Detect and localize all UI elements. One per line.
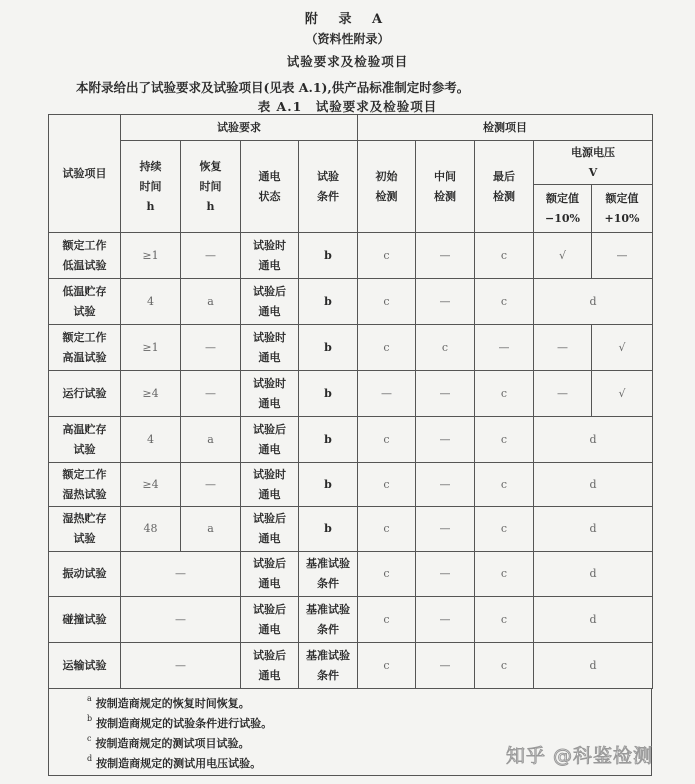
footnote-d: $^d$ 按制造商规定的测试用电压试验。 — [87, 754, 262, 770]
cell-intermediate-check: — — [416, 597, 475, 643]
cell-voltage-plus: √ — [592, 371, 653, 417]
cell-test-conditions: b — [299, 279, 358, 325]
header-voltage-minus: 额定值 −10% — [534, 185, 592, 233]
intro-paragraph: 本附录给出了试验要求及试验项目(见表 A.1),供产品标准制定时参考。 — [76, 80, 470, 95]
appendix-nature: （资料性附录） — [305, 32, 390, 46]
cell-initial-check: c — [358, 325, 416, 371]
cell-test-item: 运输试验 — [49, 643, 121, 689]
cell-test-conditions: 基准试验 条件 — [299, 552, 358, 597]
cell-recovery: a — [181, 507, 241, 552]
table-row — [49, 325, 653, 371]
cell-voltage-minus: √ — [534, 233, 592, 279]
cell-initial-check: c — [358, 417, 416, 463]
table-row — [49, 597, 653, 643]
cell-power-state: 试验时 通电 — [241, 371, 299, 417]
cell-final-check: c — [475, 371, 534, 417]
cell-initial-check: c — [358, 463, 416, 507]
table-row — [49, 552, 653, 597]
cell-recovery: — — [181, 463, 241, 507]
cell-power-state: 试验后 通电 — [241, 417, 299, 463]
cell-duration-recovery: — — [121, 552, 241, 597]
cell-duration-recovery: — — [121, 597, 241, 643]
table-row — [49, 643, 653, 689]
table-row — [49, 279, 653, 325]
cell-power-state: 试验时 通电 — [241, 233, 299, 279]
appendix-title: 试验要求及检验项目 — [286, 54, 409, 69]
cell-initial-check: c — [358, 507, 416, 552]
header-duration: 持续 时间 h — [121, 141, 181, 233]
cell-duration: ≥4 — [121, 463, 181, 507]
footnote-b: $^b$ 按制造商规定的试验条件进行试验。 — [87, 714, 273, 730]
cell-supply-voltage: d — [534, 552, 653, 597]
table-row — [49, 233, 653, 279]
cell-test-item: 额定工作 湿热试验 — [49, 463, 121, 507]
cell-test-item: 碰撞试验 — [49, 597, 121, 643]
cell-voltage-plus: — — [592, 233, 653, 279]
table-caption: 表 A.1 试验要求及检验项目 — [257, 99, 438, 114]
header-final-check: 最后 检测 — [475, 141, 534, 233]
header-power-state: 通电 状态 — [241, 141, 299, 233]
header-supply-voltage: 电源电压 V — [534, 141, 653, 185]
cell-recovery: — — [181, 371, 241, 417]
watermark: 知乎 @科鉴检测 — [505, 745, 653, 767]
cell-power-state: 试验后 通电 — [241, 279, 299, 325]
cell-test-item: 振动试验 — [49, 552, 121, 597]
cell-initial-check: c — [358, 552, 416, 597]
header-initial-check: 初始 检测 — [358, 141, 416, 233]
cell-test-conditions: b — [299, 463, 358, 507]
cell-duration: 4 — [121, 417, 181, 463]
header-test-conditions: 试验 条件 — [299, 141, 358, 233]
footnote-a: $^a$ 按制造商规定的恢复时间恢复。 — [87, 694, 250, 710]
cell-supply-voltage: d — [534, 507, 653, 552]
cell-supply-voltage: d — [534, 597, 653, 643]
cell-recovery: — — [181, 325, 241, 371]
cell-test-conditions: b — [299, 371, 358, 417]
header-test-item: 试验项目 — [49, 115, 121, 233]
cell-final-check: c — [475, 597, 534, 643]
cell-power-state: 试验时 通电 — [241, 325, 299, 371]
cell-test-item: 运行试验 — [49, 371, 121, 417]
cell-test-conditions: b — [299, 507, 358, 552]
cell-test-conditions: b — [299, 417, 358, 463]
cell-final-check: c — [475, 463, 534, 507]
cell-duration: 4 — [121, 279, 181, 325]
table-row — [49, 507, 653, 552]
cell-initial-check: c — [358, 279, 416, 325]
cell-power-state: 试验后 通电 — [241, 507, 299, 552]
cell-duration-recovery: — — [121, 643, 241, 689]
header-voltage-plus: 额定值 +10% — [592, 185, 653, 233]
cell-final-check: c — [475, 552, 534, 597]
cell-supply-voltage: d — [534, 463, 653, 507]
cell-intermediate-check: — — [416, 233, 475, 279]
cell-recovery: a — [181, 279, 241, 325]
cell-initial-check: — — [358, 371, 416, 417]
cell-intermediate-check: — — [416, 371, 475, 417]
cell-voltage-plus: √ — [592, 325, 653, 371]
cell-intermediate-check: — — [416, 507, 475, 552]
cell-power-state: 试验时 通电 — [241, 463, 299, 507]
cell-test-conditions: 基准试验 条件 — [299, 643, 358, 689]
header-group-checks: 检测项目 — [358, 115, 653, 141]
cell-duration: ≥4 — [121, 371, 181, 417]
cell-initial-check: c — [358, 643, 416, 689]
cell-final-check: c — [475, 643, 534, 689]
cell-power-state: 试验后 通电 — [241, 552, 299, 597]
cell-voltage-minus: — — [534, 325, 592, 371]
cell-supply-voltage: d — [534, 279, 653, 325]
cell-recovery: — — [181, 233, 241, 279]
cell-test-item: 湿热贮存 试验 — [49, 507, 121, 552]
cell-intermediate-check: — — [416, 552, 475, 597]
cell-test-item: 高温贮存 试验 — [49, 417, 121, 463]
cell-test-conditions: 基准试验 条件 — [299, 597, 358, 643]
cell-test-conditions: b — [299, 325, 358, 371]
cell-final-check: — — [475, 325, 534, 371]
cell-intermediate-check: c — [416, 325, 475, 371]
cell-recovery: a — [181, 417, 241, 463]
cell-test-conditions: b — [299, 233, 358, 279]
cell-power-state: 试验后 通电 — [241, 643, 299, 689]
appendix-label: 附 录 A — [304, 12, 391, 27]
cell-final-check: c — [475, 417, 534, 463]
cell-duration: 48 — [121, 507, 181, 552]
cell-final-check: c — [475, 233, 534, 279]
cell-intermediate-check: — — [416, 279, 475, 325]
cell-test-item: 额定工作 高温试验 — [49, 325, 121, 371]
cell-test-item: 额定工作 低温试验 — [49, 233, 121, 279]
cell-initial-check: c — [358, 233, 416, 279]
cell-initial-check: c — [358, 597, 416, 643]
footnote-c: $^c$ 按制造商规定的测试项目试验。 — [87, 734, 250, 750]
cell-intermediate-check: — — [416, 463, 475, 507]
test-requirements-table — [48, 114, 653, 689]
cell-supply-voltage: d — [534, 643, 653, 689]
cell-duration: ≥1 — [121, 325, 181, 371]
table-row — [49, 417, 653, 463]
table-row — [49, 371, 653, 417]
table-row — [49, 463, 653, 507]
header-recovery: 恢复 时间 h — [181, 141, 241, 233]
cell-supply-voltage: d — [534, 417, 653, 463]
cell-final-check: c — [475, 279, 534, 325]
cell-intermediate-check: — — [416, 417, 475, 463]
cell-voltage-minus: — — [534, 371, 592, 417]
header-intermediate-check: 中间 检测 — [416, 141, 475, 233]
cell-intermediate-check: — — [416, 643, 475, 689]
cell-duration: ≥1 — [121, 233, 181, 279]
cell-final-check: c — [475, 507, 534, 552]
header-group-requirements: 试验要求 — [121, 115, 358, 141]
cell-power-state: 试验后 通电 — [241, 597, 299, 643]
cell-test-item: 低温贮存 试验 — [49, 279, 121, 325]
